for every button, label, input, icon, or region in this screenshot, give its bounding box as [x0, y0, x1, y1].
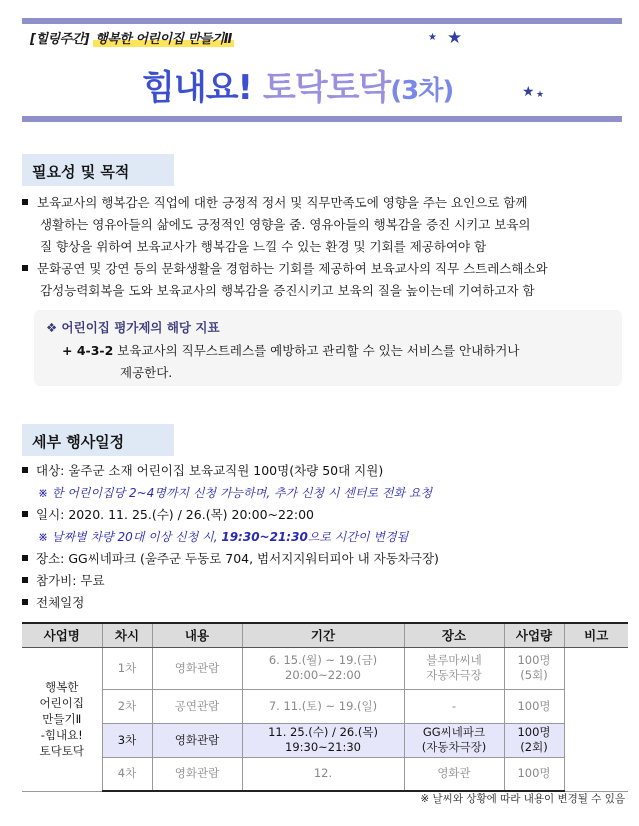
place-line: 자동차극장 [426, 668, 482, 682]
bullet-square-icon [22, 577, 28, 583]
table-row [22, 757, 628, 791]
project-name-line: 행복한 [45, 680, 79, 694]
bullet-square-icon [22, 555, 28, 561]
quantity-cell [504, 723, 564, 757]
bullet-line: 질 향상을 위하여 보육교사가 행복감을 느낄 수 있는 환경 및 기회를 제공하여야 함 [40, 239, 487, 254]
bullet-line: 감성능력회복을 도와 보육교사의 행복감을 증진시키고 보육의 질을 높이는데 기여하고자 함 [40, 283, 535, 298]
overall-text: 전체일정 [36, 595, 85, 610]
quantity-line: 100명 [517, 653, 551, 667]
target-note: ※ 한 어린이집당 2~4명까지 신청 가능하며, 추가 신청 시 센터로 전화 요청 [38, 486, 433, 500]
top-divider-bar [22, 18, 622, 24]
content-cell: 영화관람 [152, 757, 242, 791]
period-cell [242, 647, 404, 689]
column-header: 내용 [152, 623, 242, 647]
content-cell: 영화관람 [152, 647, 242, 689]
round-cell: 4차 [102, 757, 152, 791]
place-cell [404, 723, 504, 757]
column-header: 비고 [564, 623, 628, 647]
quantity-cell [504, 647, 564, 689]
quantity-line: (2회) [520, 740, 548, 754]
bullet-square-icon [22, 599, 28, 605]
schedule-table [22, 622, 628, 792]
indicator-text-1: 보육교사의 직무스트레스를 예방하고 관리할 수 있는 서비스를 안내하거나 [113, 343, 520, 358]
page-title [142, 60, 453, 109]
column-header: 차시 [102, 623, 152, 647]
star-icon: ★ [522, 84, 535, 100]
indicator-title: ❖ 어린이집 평가제의 해당 지표 [46, 320, 220, 335]
column-header: 기간 [242, 623, 404, 647]
place-cell: 영화관 [404, 757, 504, 791]
footnote: ※ 날씨와 상황에 따라 내용이 변경될 수 있음 [420, 793, 625, 805]
column-header: 사업량 [504, 623, 564, 647]
quantity-cell: 100명 [504, 689, 564, 723]
place-cell: - [404, 689, 504, 723]
round-cell: 2차 [102, 689, 152, 723]
round-cell: 1차 [102, 647, 152, 689]
subtitle-prefix: [힐링주간] [30, 32, 94, 47]
schedule-date [22, 504, 314, 526]
project-name-line: 어린이집 [39, 696, 84, 710]
indicator-code: + 4-3-2 [62, 343, 114, 358]
quantity-line: (5회) [520, 668, 548, 682]
period-cell: 12. [242, 757, 404, 791]
period-cell [242, 723, 404, 757]
schedule-place [22, 548, 439, 570]
subtitle [30, 28, 234, 47]
period-line: 11. 25.(수) / 26.(목) [268, 725, 378, 739]
place-line: 블루마씨네 [426, 653, 482, 667]
schedule-fee [22, 570, 105, 592]
bullet-line: 생활하는 영유아들의 삶에도 긍정적인 영향을 줌. 영유아들의 행복감을 증진 시키고 보육의 [40, 217, 531, 232]
bullet-square-icon [22, 265, 28, 271]
purpose-bullet-1 [22, 192, 628, 258]
bullet-square-icon [22, 511, 28, 517]
quantity-line: 100명 [517, 725, 551, 739]
date-note [38, 528, 408, 545]
project-name-line: 토닥토닥 [39, 744, 84, 758]
place-line: (자동차극장) [421, 740, 487, 754]
bottom-divider-bar [22, 116, 622, 122]
project-name-line: 만들기Ⅱ [42, 712, 82, 726]
title-part-3: (3차) [390, 76, 454, 106]
round-cell: 3차 [102, 723, 152, 757]
section-heading-schedule: 세부 행사일정 [22, 424, 174, 456]
content-cell: 공연관람 [152, 689, 242, 723]
period-line: 6. 15.(월) ~ 19.(금) [268, 653, 378, 667]
schedule-overall [22, 592, 84, 614]
subtitle-highlight: 행복한 어린이집 만들기Ⅱ [95, 32, 232, 47]
column-header: 장소 [404, 623, 504, 647]
table-header-row [22, 623, 628, 647]
bullet-line: 보육교사의 행복감은 직업에 대한 긍정적 정서 및 직무만족도에 영향을 주는 요인으로 함께 [37, 195, 528, 210]
date-note-prefix: ※ 날짜별 차량 20대 이상 신청 시, [38, 530, 222, 544]
star-icon: ★ [428, 32, 437, 43]
note-cell [564, 647, 628, 791]
bullet-square-icon [22, 199, 28, 205]
star-icon: ★ [536, 90, 545, 100]
period-line: 20:00~22:00 [285, 668, 361, 682]
target-text: 대상: 울주군 소재 어린이집 보육교직원 100명(차량 50대 지원) [36, 463, 384, 478]
period-line: 19:30~21:30 [285, 740, 361, 754]
bullet-line: 문화공연 및 강연 등의 문화생활을 경험하는 기회를 제공하여 보육교사의 직무 스트레스해소와 [37, 261, 548, 276]
date-text: 일시: 2020. 11. 25.(수) / 26.(목) 20:00~22:00 [36, 507, 315, 522]
table-row [22, 689, 628, 723]
date-note-suffix: 으로 시간이 변경됨 [307, 530, 409, 544]
content-cell: 영화관람 [152, 723, 242, 757]
place-text: 장소: GG씨네파크 (울주군 두동로 704, 범서지지워터피아 내 자동차극장) [36, 551, 439, 566]
bullet-square-icon [22, 467, 28, 473]
column-header: 사업명 [22, 623, 102, 647]
date-note-time: 19:30~21:30 [221, 530, 308, 544]
schedule-target [22, 460, 383, 482]
title-part-2: 토닥토닥 [262, 68, 391, 108]
fee-text: 참가비: 무료 [36, 573, 105, 588]
project-name-line: -힘내요! [40, 728, 83, 742]
title-part-1: 힘내요! [142, 68, 263, 108]
table-row [22, 647, 628, 689]
place-line: GG씨네파크 [422, 725, 486, 739]
period-cell: 7. 11.(토) ~ 19.(일) [242, 689, 404, 723]
project-name-cell [22, 647, 102, 791]
purpose-bullet-2 [22, 258, 628, 302]
star-icon: ★ [447, 28, 463, 48]
place-cell [404, 647, 504, 689]
indicator-body [62, 340, 602, 384]
indicator-text-2: 제공한다. [120, 365, 173, 380]
quantity-cell: 100명 [504, 757, 564, 791]
table-row-highlighted [22, 723, 628, 757]
section-heading-purpose: 필요성 및 목적 [22, 154, 174, 186]
